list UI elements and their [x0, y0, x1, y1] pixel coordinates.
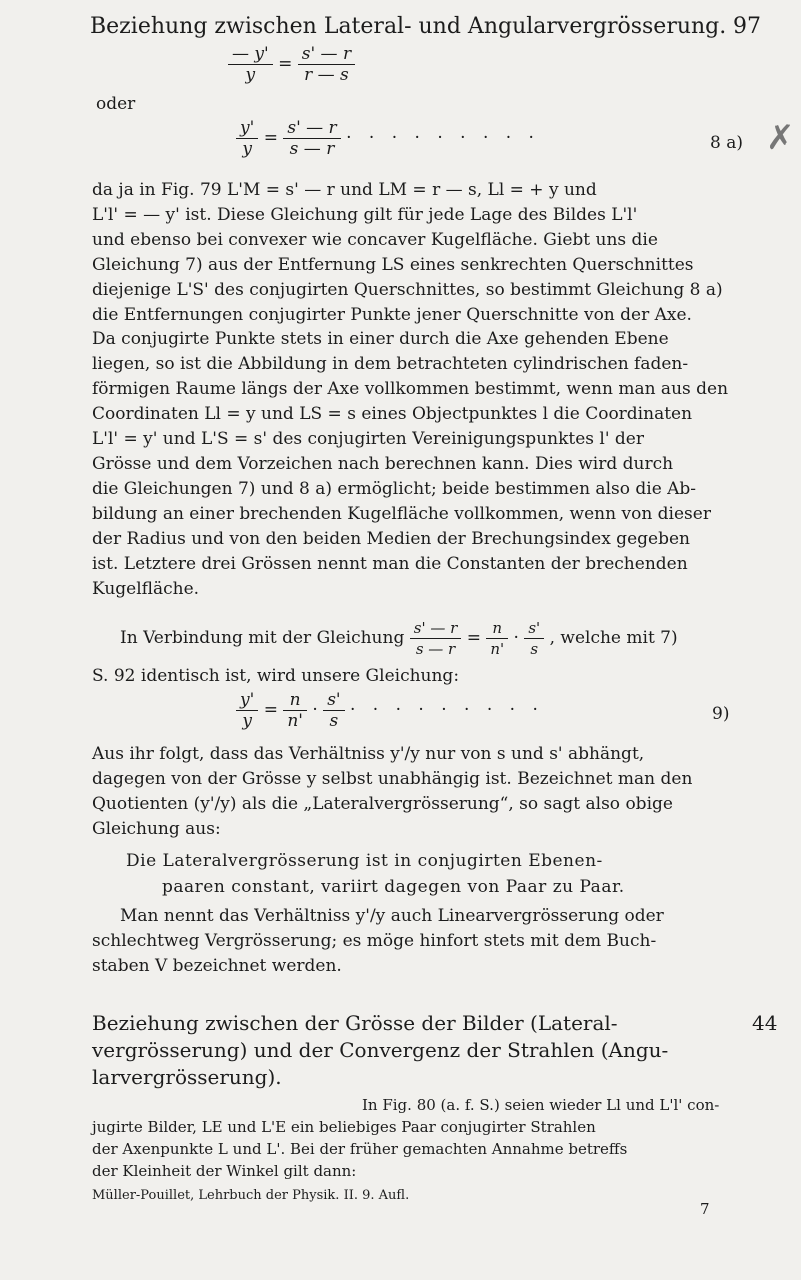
equation-9: $\frac{y'}{y}$ = $\frac{n}{n'}$ · $\frac{s'}{s}$ · · · · · · · · · — [236, 690, 544, 731]
text-line: diejenige L'S' des conjugirten Querschnittes, so bestimmt Gleichung 8 a) — [92, 279, 723, 300]
text-line: der Axenpunkte L und L'. Bei der früher gemachten Annahme betreffs — [92, 1140, 628, 1158]
text-line: Coordinaten Ll = y und LS = s eines Objectpunktes l die Coordinaten — [92, 404, 693, 425]
text-line: und ebenso bei convexer wie concaver Kugelfläche. Giebt uns die — [92, 229, 658, 250]
oder-word: oder — [96, 94, 136, 114]
text-line: dagegen von der Grösse y selbst unabhängig ist. Bezeichnet man den — [92, 768, 693, 789]
text-line: L'l' = — y' ist. Diese Gleichung gilt für jede Lage des Bildes L'l' — [92, 204, 638, 225]
equation-8a-label: 8 a) — [710, 133, 743, 153]
top-eq-lhs: $\frac{— y'}{y}$ — [228, 44, 273, 85]
text-line: Da conjugirte Punkte stets in einer durch die Axe gehenden Ebene — [92, 329, 669, 350]
text-line: jugirte Bilder, LE und L'E ein beliebiges Paar conjugirter Strahlen — [92, 1118, 596, 1136]
text-line: Gleichung aus: — [92, 818, 221, 839]
text-line: der Kleinheit der Winkel gilt dann: — [92, 1162, 357, 1180]
top-equation: $\frac{— y'}{y}$ = $\frac{s' — r}{r — s}$ — [228, 44, 355, 85]
page-number: 97 — [733, 14, 761, 39]
section-number: 44 — [752, 1011, 778, 1035]
key-statement — [126, 848, 746, 900]
text-line: bildung an einer brechenden Kugelfläche vollkommen, wenn von dieser — [92, 503, 711, 524]
paragraph-2-line-2: S. 92 identisch ist, wird unsere Gleichung: — [92, 666, 460, 686]
paragraph-1 — [92, 178, 758, 601]
text-line: L'l' = y' und L'S = s' des conjugirten Vereinigungspunktes l' der — [92, 429, 644, 450]
running-title: Beziehung zwischen Lateral- und Angularvergrösserung. — [90, 14, 727, 39]
section-text — [92, 1094, 758, 1182]
text-line: vergrösserung) und der Convergenz der Strahlen (Angu- — [92, 1038, 669, 1062]
text-line: Beziehung zwischen der Grösse der Bilder (Lateral- — [92, 1011, 618, 1035]
text-line: die Gleichungen 7) und 8 a) ermöglicht; beide bestimmen also die Ab- — [92, 478, 697, 499]
top-eq-rhs: $\frac{s' — r}{r — s}$ — [298, 44, 355, 85]
paragraph-2-line-1: In Verbindung mit der Gleichung $\frac{s' — r}{s — r}$ = $\frac{n}{n'}$ · $\frac{s'}{s}$ , welche mit 7) — [120, 619, 678, 658]
margin-cross-icon: ✗ — [766, 118, 795, 158]
text-line: In Fig. 80 (a. f. S.) seien wieder Ll und L'l' con- — [362, 1096, 720, 1114]
paragraph-4 — [92, 904, 758, 979]
equation-8a: $\frac{y'}{y}$ = $\frac{s' — r}{s — r}$ · · · · · · · · · — [236, 118, 540, 159]
text-line: paaren constant, variirt dagegen von Paar zu Paar. — [162, 877, 625, 897]
text-line: Quotienten (y'/y) als die „Lateralvergrösserung“, so sagt also obige — [92, 793, 673, 814]
paragraph-3 — [92, 742, 758, 842]
text-line: ist. Letztere drei Grössen nennt man die Constanten der brechenden — [92, 553, 688, 574]
text-line: Aus ihr folgt, dass das Verhältniss y'/y nur von s und s' abhängt, — [92, 744, 645, 764]
section-heading — [92, 1010, 732, 1091]
text-line: die Entfernungen conjugirter Punkte jener Querschnitte von der Axe. — [92, 304, 692, 325]
signature-mark: 7 — [700, 1200, 710, 1218]
text-line: da ja in Fig. 79 L'M = s' — r und LM = r — s, Ll = + y und — [92, 180, 597, 200]
text-line: Gleichung 7) aus der Entfernung LS eines senkrechten Querschnittes — [92, 254, 694, 275]
text-line: Kugelfläche. — [92, 578, 200, 599]
footer-citation: Müller-Pouillet, Lehrbuch der Physik. II. 9. Aufl. — [92, 1188, 410, 1203]
text-line: schlechtweg Vergrösserung; es möge hinfort stets mit dem Buch- — [92, 930, 657, 951]
text-line: larvergrösserung). — [92, 1065, 282, 1089]
text-line: der Radius und von den beiden Medien der Brechungsindex gegeben — [92, 528, 690, 549]
text-line: förmigen Raume längs der Axe vollkommen bestimmt, wenn man aus den — [92, 379, 729, 400]
text-line: liegen, so ist die Abbildung in dem betrachteten cylindrischen faden- — [92, 354, 689, 375]
text-line: Grösse und dem Vorzeichen nach berechnen kann. Dies wird durch — [92, 453, 674, 474]
text-line: Die Lateralvergrösserung ist in conjugirten Ebenen- — [126, 851, 603, 871]
equation-9-label: 9) — [712, 704, 730, 724]
text-line: staben V bezeichnet werden. — [92, 955, 342, 976]
text-line: Man nennt das Verhältniss y'/y auch Linearvergrösserung oder — [120, 906, 664, 926]
